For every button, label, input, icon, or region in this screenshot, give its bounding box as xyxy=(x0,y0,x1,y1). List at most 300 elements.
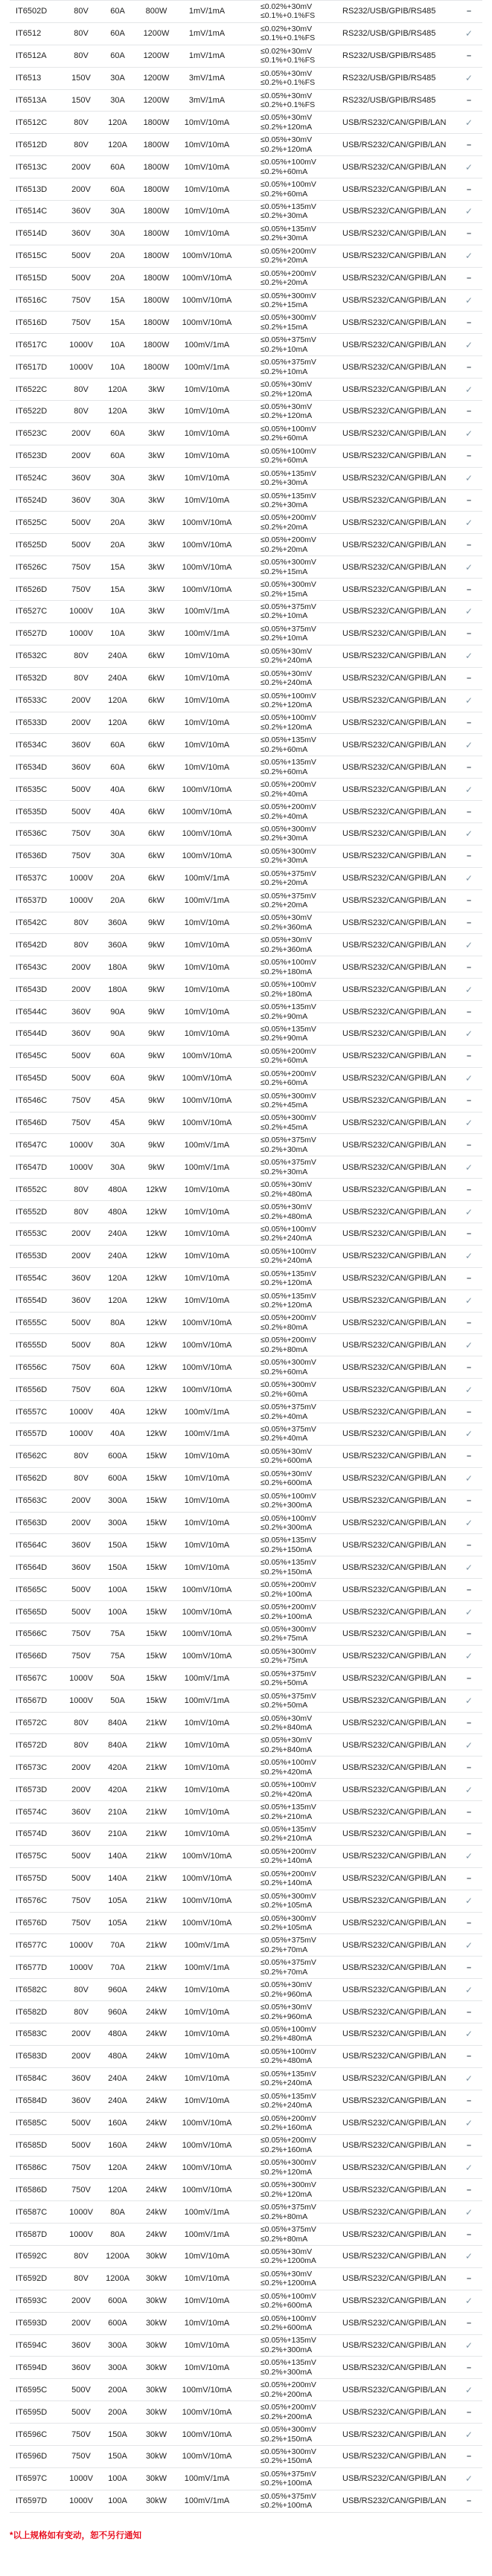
cell-voltage: 200V xyxy=(71,1229,91,1239)
cell-interfaces: USB/RS232/CAN/GPIB/LAN xyxy=(342,451,447,461)
cell-resolution: 10mV/10mA xyxy=(184,1185,230,1194)
cell-power: 6kW xyxy=(148,674,164,683)
cell-interfaces: USB/RS232/CAN/GPIB/LAN xyxy=(342,2185,447,2195)
cell-accuracy: ≤0.05%+200mV ≤0.2%+140mA xyxy=(261,1869,316,1888)
cell-model: IT6557C xyxy=(16,1407,48,1417)
cell-interfaces: USB/RS232/CAN/GPIB/LAN xyxy=(342,2163,447,2172)
cell-model: IT6525C xyxy=(16,518,48,527)
cell-model: IT6512C xyxy=(16,117,48,127)
cell-selected xyxy=(456,1201,482,1223)
cell-selected xyxy=(456,1045,482,1067)
cell-selected xyxy=(456,2067,482,2090)
cell-voltage: 360V xyxy=(71,1829,91,1839)
dash-icon: – xyxy=(466,2274,472,2284)
cell-resolution: 10mV/10mA xyxy=(184,1207,230,1217)
cell-voltage: 80V xyxy=(74,2274,89,2284)
cell-interfaces: USB/RS232/CAN/GPIB/LAN xyxy=(342,696,447,706)
cell-model: IT6536C xyxy=(16,829,48,839)
cell-current: 240A xyxy=(108,2074,127,2084)
dash-icon: – xyxy=(466,718,472,727)
cell-power: 15kW xyxy=(145,1540,167,1550)
cell-power: 9kW xyxy=(148,1007,164,1017)
cell-current: 120A xyxy=(108,2185,127,2195)
cell-resolution: 10mV/10mA xyxy=(184,1762,230,1772)
cell-interfaces: USB/RS232/CAN/GPIB/LAN xyxy=(342,2096,447,2106)
table-row xyxy=(10,1312,482,1334)
table-row xyxy=(10,1556,482,1579)
cell-accuracy: ≤0.05%+300mV ≤0.2%+75mA xyxy=(261,1646,316,1666)
dash-icon: – xyxy=(466,1829,472,1839)
cell-power: 12kW xyxy=(145,1318,167,1327)
table-row xyxy=(10,1690,482,1712)
check-icon: ✓ xyxy=(464,561,473,573)
table-row xyxy=(10,645,482,667)
cell-interfaces: USB/RS232/CAN/GPIB/LAN xyxy=(342,1496,447,1506)
cell-selected xyxy=(456,1112,482,1134)
cell-voltage: 750V xyxy=(71,296,91,306)
cell-model: IT6532D xyxy=(16,674,48,683)
cell-accuracy: ≤0.05%+30mV ≤0.2%+960mA xyxy=(261,2003,313,2021)
check-icon: ✓ xyxy=(464,1984,473,1995)
cell-resolution: 100mV/10mA xyxy=(182,1852,232,1861)
cell-selected xyxy=(456,1623,482,1646)
cell-interfaces: USB/RS232/CAN/GPIB/LAN xyxy=(342,1162,447,1172)
cell-model: IT6573D xyxy=(16,1785,48,1794)
table-row xyxy=(10,1156,482,1179)
dash-icon: – xyxy=(466,496,472,506)
dash-icon: – xyxy=(466,2007,472,2017)
table-row xyxy=(10,1,482,23)
cell-accuracy: ≤0.05%+200mV ≤0.2%+20mA xyxy=(261,513,316,532)
dash-icon: – xyxy=(466,674,472,683)
cell-accuracy: ≤0.05%+30mV ≤0.2%+0.1%FS xyxy=(261,91,316,109)
cell-power: 6kW xyxy=(148,718,164,727)
cell-power: 3kW xyxy=(148,607,164,616)
table-row xyxy=(10,1023,482,1045)
cell-selected xyxy=(456,2379,482,2401)
cell-power: 1200W xyxy=(143,96,170,105)
cell-interfaces: USB/RS232/CAN/GPIB/LAN xyxy=(342,1340,447,1350)
cell-resolution: 10mV/10mA xyxy=(184,1719,230,1728)
table-row xyxy=(10,801,482,823)
table-row xyxy=(10,45,482,67)
cell-resolution: 100mV/10mA xyxy=(182,1362,232,1372)
cell-accuracy: ≤0.05%+200mV ≤0.2%+40mA xyxy=(261,780,316,799)
dash-icon: – xyxy=(466,1807,472,1817)
cell-current: 80A xyxy=(110,2229,125,2239)
cell-power: 3kW xyxy=(148,474,164,483)
cell-selected xyxy=(456,222,482,245)
dash-icon: – xyxy=(466,2096,472,2106)
table-row xyxy=(10,1623,482,1646)
cell-power: 12kW xyxy=(145,1207,167,1217)
cell-interfaces: USB/RS232/CAN/GPIB/LAN xyxy=(342,2430,447,2439)
cell-model: IT6554C xyxy=(16,1274,48,1284)
cell-voltage: 750V xyxy=(71,1362,91,1372)
cell-selected xyxy=(456,734,482,756)
cell-interfaces: USB/RS232/CAN/GPIB/LAN xyxy=(342,2029,447,2039)
cell-voltage: 360V xyxy=(71,1807,91,1817)
cell-selected xyxy=(456,112,482,134)
cell-model: IT6523C xyxy=(16,429,48,439)
cell-interfaces: USB/RS232/CAN/GPIB/LAN xyxy=(342,1696,447,1706)
cell-model: IT6524C xyxy=(16,474,48,483)
check-icon: ✓ xyxy=(464,517,473,528)
cell-voltage: 150V xyxy=(71,74,91,83)
cell-selected xyxy=(456,1267,482,1289)
cell-current: 100A xyxy=(108,2474,127,2484)
cell-model: IT6585C xyxy=(16,2119,48,2128)
cell-model: IT6546D xyxy=(16,1118,48,1127)
cell-accuracy: ≤0.05%+200mV ≤0.2%+20mA xyxy=(261,535,316,554)
cell-power: 6kW xyxy=(148,651,164,661)
cell-power: 6kW xyxy=(148,696,164,706)
cell-current: 480A xyxy=(108,2029,127,2039)
cell-resolution: 100mV/1mA xyxy=(184,340,230,350)
cell-power: 24kW xyxy=(145,2185,167,2195)
cell-model: IT6512A xyxy=(16,51,47,61)
cell-resolution: 100mV/10mA xyxy=(182,1118,232,1127)
cell-power: 15kW xyxy=(145,1652,167,1661)
cell-model: IT6567D xyxy=(16,1696,48,1706)
table-row xyxy=(10,222,482,245)
cell-model: IT6593C xyxy=(16,2296,48,2306)
cell-selected xyxy=(456,156,482,178)
cell-resolution: 100mV/10mA xyxy=(182,1896,232,1906)
check-icon: ✓ xyxy=(464,695,473,706)
table-row xyxy=(10,1223,482,1245)
check-icon: ✓ xyxy=(464,1251,473,1262)
table-row xyxy=(10,556,482,579)
cell-power: 21kW xyxy=(145,1919,167,1928)
cell-power: 1800W xyxy=(143,229,170,239)
cell-current: 15A xyxy=(110,562,125,572)
cell-accuracy: ≤0.05%+30mV ≤0.2%+120mA xyxy=(261,135,313,154)
cell-interfaces: USB/RS232/CAN/GPIB/LAN xyxy=(342,251,447,261)
cell-accuracy: ≤0.05%+300mV ≤0.2%+30mA xyxy=(261,846,316,866)
cell-power: 6kW xyxy=(148,740,164,750)
check-icon: ✓ xyxy=(464,1073,473,1084)
cell-resolution: 100mV/10mA xyxy=(182,785,232,794)
cell-current: 840A xyxy=(108,1719,127,1728)
cell-voltage: 360V xyxy=(71,496,91,506)
check-icon: ✓ xyxy=(464,739,473,750)
dash-icon: – xyxy=(466,1629,472,1639)
cell-model: IT6593D xyxy=(16,2319,48,2328)
cell-voltage: 500V xyxy=(71,2140,91,2150)
dash-icon: – xyxy=(466,2363,472,2372)
cell-interfaces: USB/RS232/CAN/GPIB/LAN xyxy=(342,1318,447,1327)
table-row xyxy=(10,912,482,934)
dash-icon: – xyxy=(466,2185,472,2195)
dash-icon: – xyxy=(466,585,472,594)
dash-icon: – xyxy=(466,1274,472,1284)
cell-resolution: 10mV/10mA xyxy=(184,1007,230,1017)
cell-resolution: 10mV/10mA xyxy=(184,474,230,483)
cell-current: 200A xyxy=(108,2407,127,2417)
cell-power: 9kW xyxy=(148,918,164,927)
cell-accuracy: ≤0.05%+135mV ≤0.2%+300mA xyxy=(261,2358,316,2377)
cell-resolution: 100mV/1mA xyxy=(184,362,230,372)
table-row xyxy=(10,867,482,889)
cell-accuracy: ≤0.05%+30mV ≤0.2%+120mA xyxy=(261,380,313,399)
cell-voltage: 200V xyxy=(71,451,91,461)
cell-model: IT6563D xyxy=(16,1519,48,1527)
cell-model: IT6565C xyxy=(16,1585,48,1594)
cell-model: IT6575D xyxy=(16,1874,48,1884)
cell-power: 24kW xyxy=(145,2229,167,2239)
cell-voltage: 200V xyxy=(71,2029,91,2039)
cell-current: 30A xyxy=(110,829,125,839)
cell-voltage: 80V xyxy=(74,7,89,16)
table-row xyxy=(10,2001,482,2023)
cell-selected xyxy=(456,2357,482,2379)
cell-selected xyxy=(456,356,482,379)
check-icon: ✓ xyxy=(464,873,473,884)
table-row xyxy=(10,1934,482,1957)
cell-interfaces: USB/RS232/CAN/GPIB/LAN xyxy=(342,718,447,727)
cell-selected xyxy=(456,556,482,579)
cell-interfaces: USB/RS232/CAN/GPIB/LAN xyxy=(342,1207,447,1217)
cell-power: 6kW xyxy=(148,785,164,794)
cell-current: 10A xyxy=(110,607,125,616)
cell-voltage: 200V xyxy=(71,1519,91,1527)
check-icon: ✓ xyxy=(464,2073,473,2084)
cell-resolution: 10mV/10mA xyxy=(184,1474,230,1484)
cell-voltage: 360V xyxy=(71,1540,91,1550)
cell-current: 480A xyxy=(108,1185,127,1194)
cell-model: IT6564D xyxy=(16,1562,48,1572)
cell-accuracy: ≤0.05%+30mV ≤0.2%+240mA xyxy=(261,646,313,666)
cell-voltage: 1000V xyxy=(69,2474,93,2484)
cell-accuracy: ≤0.05%+135mV ≤0.2%+90mA xyxy=(261,1002,316,1021)
cell-power: 30kW xyxy=(145,2363,167,2372)
cell-voltage: 500V xyxy=(71,1318,91,1327)
cell-current: 600A xyxy=(108,1452,127,1461)
cell-model: IT6537C xyxy=(16,874,48,883)
cell-interfaces: USB/RS232/CAN/GPIB/LAN xyxy=(342,1429,447,1439)
dash-icon: – xyxy=(466,2052,472,2061)
cell-model: IT6557D xyxy=(16,1429,48,1439)
cell-current: 150A xyxy=(108,1562,127,1572)
cell-selected xyxy=(456,289,482,312)
table-row xyxy=(10,2045,482,2067)
cell-interfaces: USB/RS232/CAN/GPIB/LAN xyxy=(342,1807,447,1817)
cell-voltage: 200V xyxy=(71,696,91,706)
cell-current: 20A xyxy=(110,540,125,550)
cell-power: 6kW xyxy=(148,896,164,906)
cell-model: IT6522C xyxy=(16,384,48,394)
table-row xyxy=(10,2023,482,2046)
cell-selected xyxy=(456,1067,482,1089)
cell-accuracy: ≤0.05%+30mV ≤0.2%+840mA xyxy=(261,1736,313,1754)
cell-selected xyxy=(456,667,482,689)
cell-accuracy: ≤0.05%+100mV ≤0.2%+60mA xyxy=(261,180,316,199)
cell-model: IT6595D xyxy=(16,2407,48,2417)
cell-voltage: 500V xyxy=(71,1052,91,1061)
table-row xyxy=(10,467,482,489)
cell-resolution: 100mV/1mA xyxy=(184,1696,230,1706)
cell-power: 30kW xyxy=(145,2474,167,2484)
cell-accuracy: ≤0.05%+300mV ≤0.2%+105mA xyxy=(261,1891,316,1910)
cell-interfaces: USB/RS232/CAN/GPIB/LAN xyxy=(342,562,447,572)
check-icon: ✓ xyxy=(464,295,473,306)
cell-model: IT6562C xyxy=(16,1452,48,1461)
table-row xyxy=(10,401,482,423)
cell-current: 120A xyxy=(108,1274,127,1284)
cell-current: 10A xyxy=(110,362,125,372)
cell-power: 24kW xyxy=(145,2074,167,2084)
cell-resolution: 10mV/10mA xyxy=(184,740,230,750)
cell-current: 240A xyxy=(108,1229,127,1239)
cell-selected xyxy=(456,2334,482,2357)
cell-interfaces: USB/RS232/CAN/GPIB/LAN xyxy=(342,1118,447,1127)
cell-accuracy: ≤0.05%+375mV ≤0.2%+10mA xyxy=(261,624,316,643)
table-row xyxy=(10,1289,482,1312)
cell-resolution: 100mV/1mA xyxy=(184,2207,230,2217)
cell-selected xyxy=(456,1156,482,1179)
cell-accuracy: ≤0.05%+200mV ≤0.2%+60mA xyxy=(261,1069,316,1088)
cell-current: 40A xyxy=(110,785,125,794)
cell-power: 12kW xyxy=(145,1252,167,1261)
dash-icon: – xyxy=(466,7,472,16)
cell-model: IT6576C xyxy=(16,1896,48,1906)
cell-voltage: 1000V xyxy=(69,1429,93,1439)
cell-power: 30kW xyxy=(145,2296,167,2306)
cell-power: 30kW xyxy=(145,2319,167,2328)
cell-voltage: 1000V xyxy=(69,1962,93,1972)
dash-icon: – xyxy=(466,451,472,461)
check-icon: ✓ xyxy=(464,2162,473,2173)
cell-resolution: 100mV/10mA xyxy=(182,540,232,550)
cell-selected xyxy=(456,379,482,401)
cell-voltage: 750V xyxy=(71,562,91,572)
cell-voltage: 1000V xyxy=(69,629,93,639)
check-icon: ✓ xyxy=(464,2296,473,2307)
cell-interfaces: USB/RS232/CAN/GPIB/LAN xyxy=(342,851,447,861)
cell-current: 80A xyxy=(110,1340,125,1350)
cell-voltage: 80V xyxy=(74,384,89,394)
cell-selected xyxy=(456,1756,482,1779)
cell-model: IT6584C xyxy=(16,2074,48,2084)
cell-current: 15A xyxy=(110,585,125,594)
cell-resolution: 10mV/10mA xyxy=(184,496,230,506)
cell-current: 20A xyxy=(110,896,125,906)
cell-selected xyxy=(456,801,482,823)
cell-resolution: 100mV/1mA xyxy=(184,1162,230,1172)
cell-selected xyxy=(456,89,482,112)
table-row xyxy=(10,1867,482,1890)
cell-current: 300A xyxy=(108,1496,127,1506)
cell-voltage: 360V xyxy=(71,2074,91,2084)
cell-accuracy: ≤0.05%+200mV ≤0.2%+60mA xyxy=(261,1046,316,1066)
cell-interfaces: USB/RS232/CAN/GPIB/LAN xyxy=(342,518,447,527)
check-icon: ✓ xyxy=(464,428,473,439)
table-row xyxy=(10,1779,482,1801)
table-row xyxy=(10,334,482,356)
cell-power: 9kW xyxy=(148,1096,164,1106)
cell-current: 20A xyxy=(110,874,125,883)
cell-interfaces: USB/RS232/CAN/GPIB/LAN xyxy=(342,651,447,661)
table-row xyxy=(10,1379,482,1401)
cell-model: IT6597C xyxy=(16,2474,48,2484)
cell-voltage: 360V xyxy=(71,2363,91,2372)
check-icon: ✓ xyxy=(464,473,473,484)
table-row xyxy=(10,67,482,89)
check-icon: ✓ xyxy=(464,984,473,995)
table-row xyxy=(10,1267,482,1289)
cell-selected xyxy=(456,2090,482,2112)
cell-power: 21kW xyxy=(145,1762,167,1772)
cell-interfaces: USB/RS232/CAN/GPIB/LAN xyxy=(342,340,447,350)
cell-resolution: 10mV/10mA xyxy=(184,1029,230,1039)
cell-model: IT6544D xyxy=(16,1029,48,1039)
table-row xyxy=(10,1957,482,1979)
check-icon: ✓ xyxy=(464,2251,473,2262)
cell-accuracy: ≤0.05%+135mV ≤0.2%+30mA xyxy=(261,468,316,488)
cell-interfaces: USB/RS232/CAN/GPIB/LAN xyxy=(342,985,447,994)
cell-resolution: 1mV/1mA xyxy=(188,7,226,16)
cell-accuracy: ≤0.05%+100mV ≤0.2%+480mA xyxy=(261,2047,316,2066)
cell-current: 240A xyxy=(108,674,127,683)
cell-voltage: 750V xyxy=(71,585,91,594)
cell-power: 24kW xyxy=(145,2007,167,2017)
cell-accuracy: ≤0.05%+135mV ≤0.2%+60mA xyxy=(261,758,316,776)
cell-power: 24kW xyxy=(145,2029,167,2039)
cell-voltage: 750V xyxy=(71,1629,91,1639)
table-row xyxy=(10,1645,482,1667)
cell-voltage: 1000V xyxy=(69,1407,93,1417)
cell-interfaces: USB/RS232/CAN/GPIB/LAN xyxy=(342,207,447,216)
cell-interfaces: USB/RS232/CAN/GPIB/LAN xyxy=(342,1185,447,1194)
cell-voltage: 1000V xyxy=(69,874,93,883)
check-icon: ✓ xyxy=(464,73,473,84)
table-row xyxy=(10,1512,482,1534)
cell-selected xyxy=(456,1356,482,1379)
cell-current: 120A xyxy=(108,2163,127,2172)
cell-power: 1200W xyxy=(143,29,170,39)
cell-model: IT6565D xyxy=(16,1607,48,1617)
cell-model: IT6534D xyxy=(16,762,48,772)
cell-selected xyxy=(456,2290,482,2312)
cell-voltage: 500V xyxy=(71,251,91,261)
dash-icon: – xyxy=(466,629,472,639)
cell-voltage: 80V xyxy=(74,1207,89,1217)
cell-voltage: 750V xyxy=(71,2452,91,2461)
cell-accuracy: ≤0.05%+30mV ≤0.2%+480mA xyxy=(261,1202,313,1221)
cell-resolution: 10mV/10mA xyxy=(184,918,230,927)
cell-current: 60A xyxy=(110,429,125,439)
cell-current: 15A xyxy=(110,318,125,327)
table-row xyxy=(10,2445,482,2467)
cell-interfaces: USB/RS232/CAN/GPIB/LAN xyxy=(342,1229,447,1239)
cell-accuracy: ≤0.05%+375mV ≤0.2%+80mA xyxy=(261,2203,316,2221)
cell-selected xyxy=(456,889,482,912)
dash-icon: – xyxy=(466,2496,472,2506)
cell-power: 24kW xyxy=(145,2207,167,2217)
cell-accuracy: ≤0.05%+30mV ≤0.2%+120mA xyxy=(261,402,313,421)
cell-resolution: 10mV/10mA xyxy=(184,140,230,149)
table-row xyxy=(10,1112,482,1134)
cell-selected xyxy=(456,1289,482,1312)
dash-icon: – xyxy=(466,540,472,550)
cell-selected xyxy=(456,1134,482,1156)
cell-selected xyxy=(456,1023,482,1045)
cell-power: 24kW xyxy=(145,1985,167,1994)
cell-resolution: 100mV/10mA xyxy=(182,1629,232,1639)
cell-current: 420A xyxy=(108,1785,127,1794)
cell-model: IT6585D xyxy=(16,2140,48,2150)
